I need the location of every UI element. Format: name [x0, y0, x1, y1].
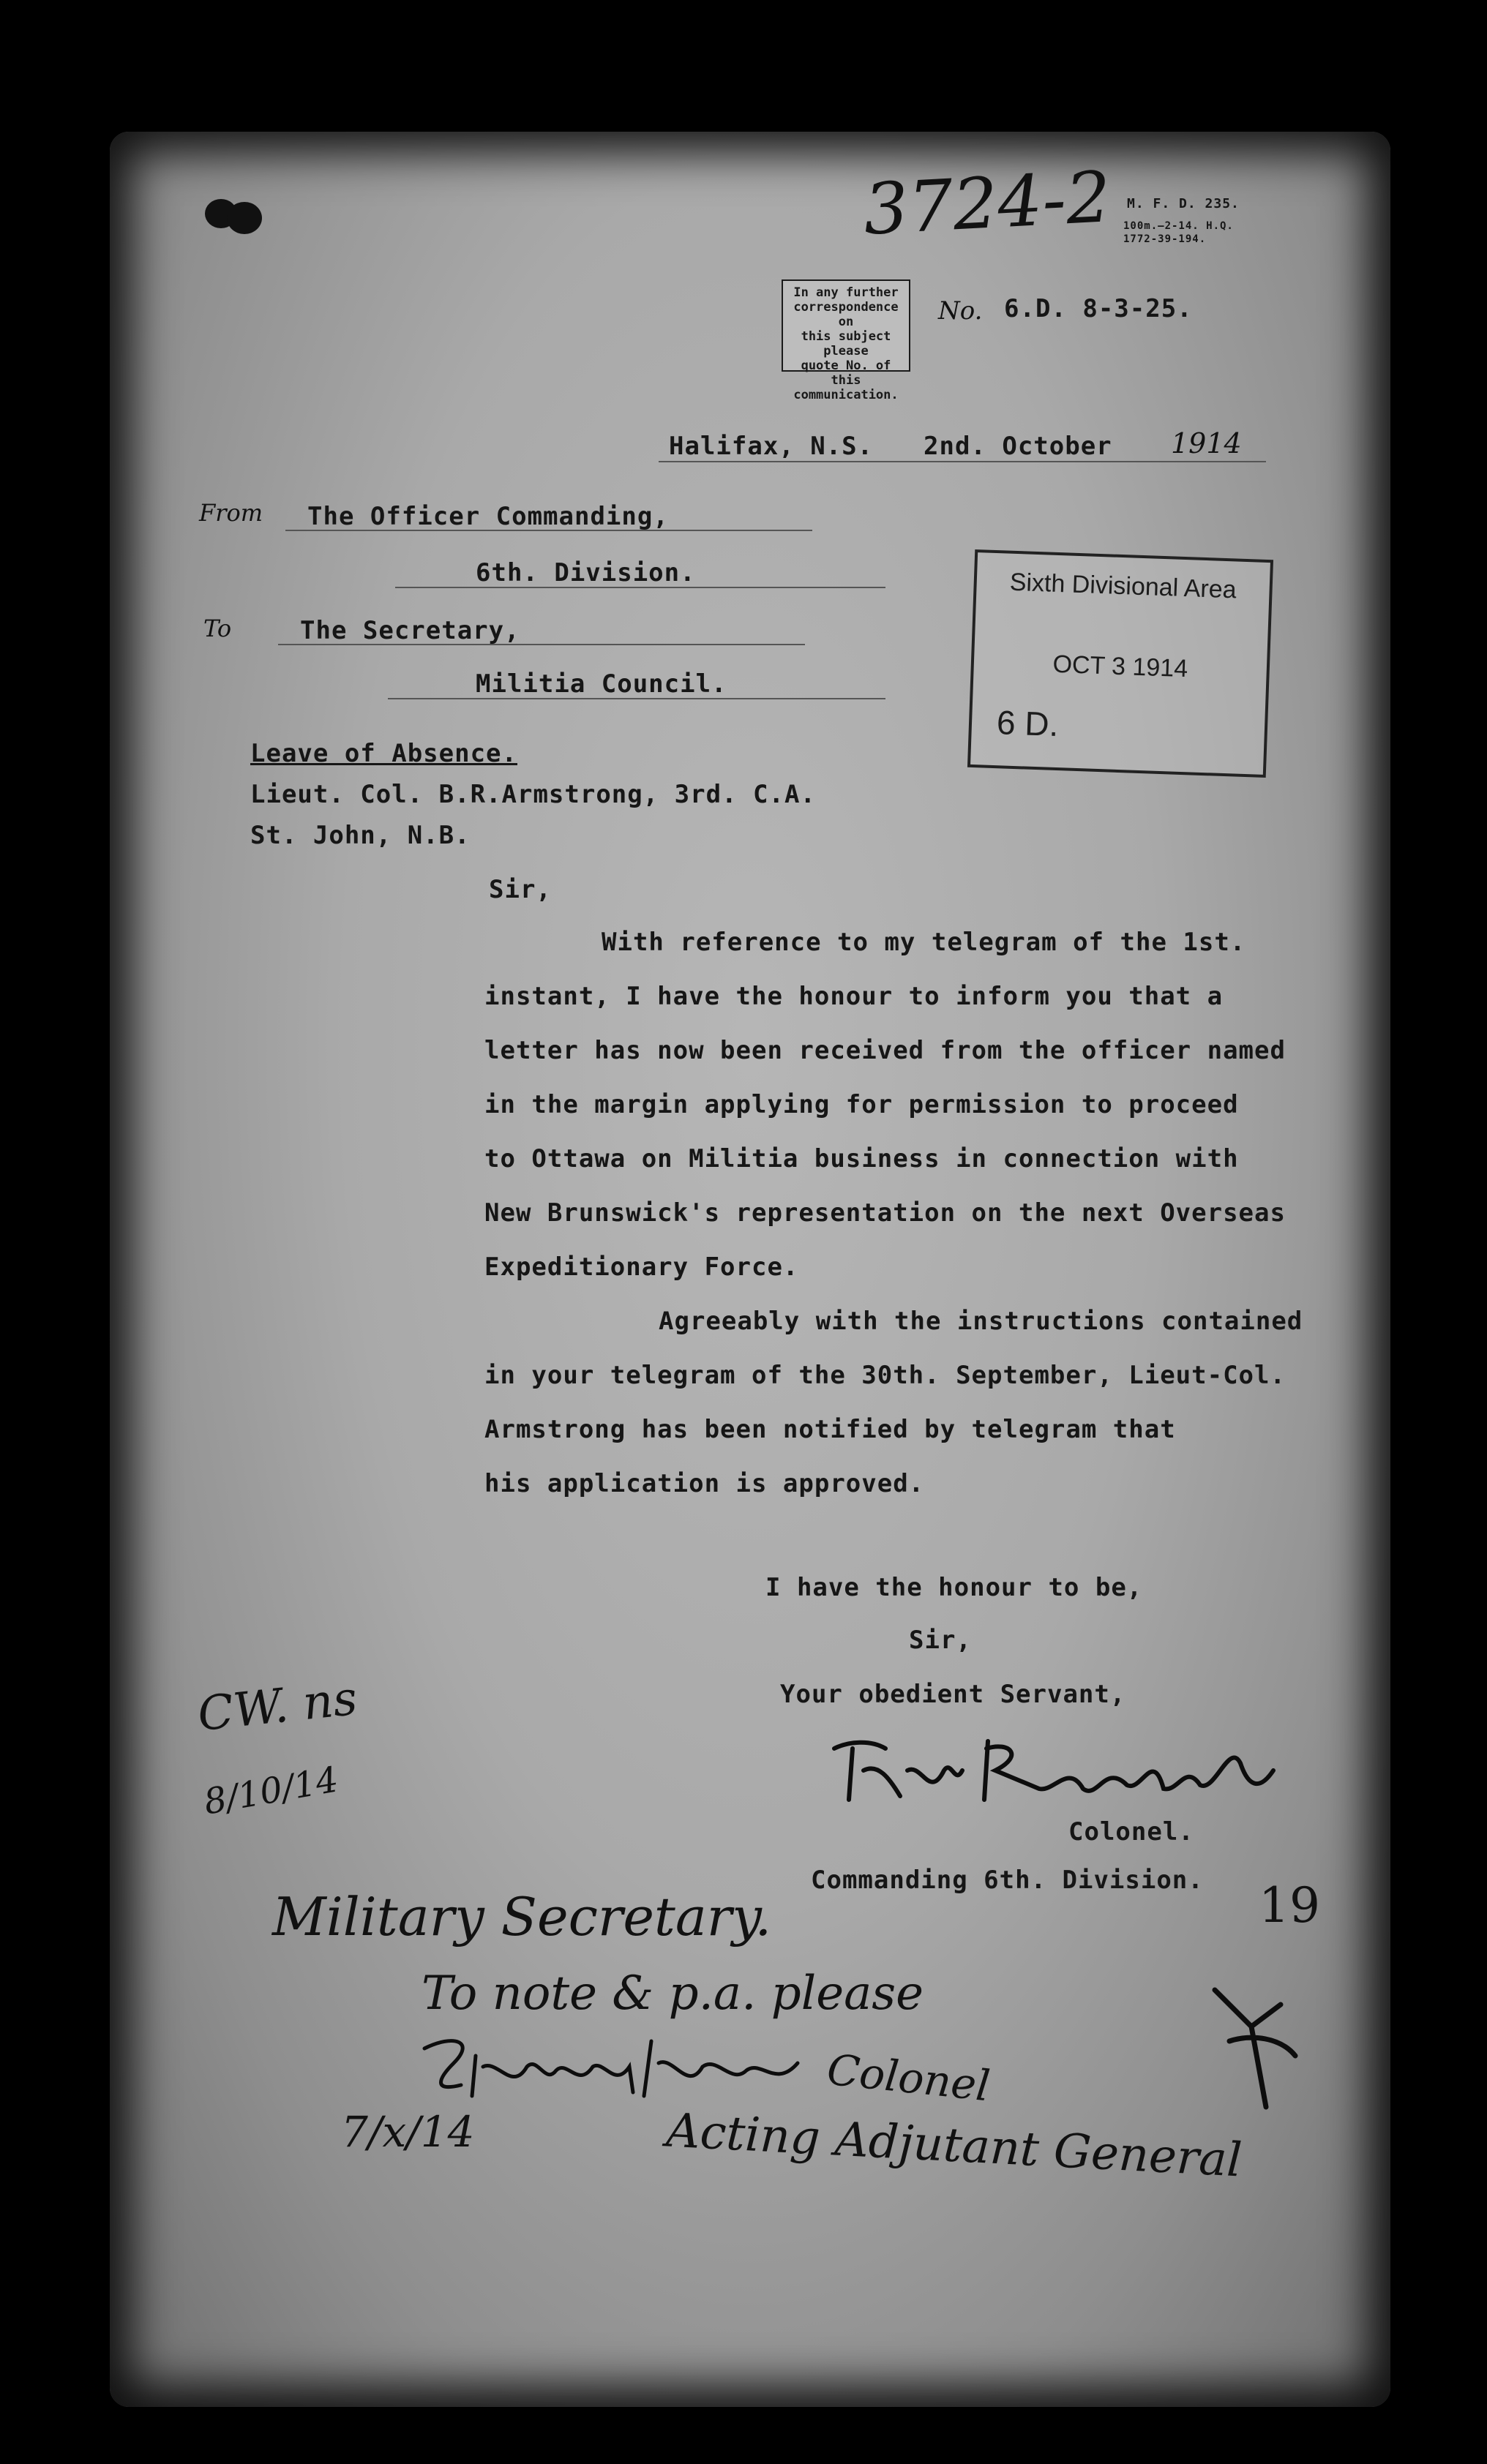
minute-addressee: Military Secretary.	[272, 1886, 772, 1947]
margin-date: 8/10/14	[201, 1759, 342, 1823]
body-line: With reference to my telegram of the 1st.	[602, 928, 1246, 957]
file-number: 3724-2	[861, 156, 1113, 251]
body-line: in your telegram of the 30th. September, Lieut-Col.	[484, 1361, 1286, 1390]
reference-notice-line: correspondence on	[793, 300, 899, 329]
body-line: Expeditionary Force.	[484, 1252, 799, 1282]
letter-year: 1914	[1171, 427, 1242, 459]
reference-notice-line: In any further	[793, 285, 899, 300]
minute-rank: Colonel	[825, 2044, 992, 2111]
reference-notice-line: quote No. of this	[801, 358, 891, 388]
subject-officer: Lieut. Col. B.R.Armstrong, 3rd. C.A.	[250, 780, 816, 809]
reference-notice-line: this subject please	[801, 329, 891, 358]
minute-signature	[410, 2027, 820, 2107]
body-line: New Brunswick's representation on the next Overseas	[484, 1198, 1286, 1228]
date-rule	[659, 461, 1266, 462]
closing-line1: I have the honour to be,	[765, 1573, 1143, 1602]
reference-no-label: No.	[938, 296, 983, 326]
signature	[820, 1719, 1288, 1814]
salutation: Sir,	[489, 875, 552, 904]
signer-title: Commanding 6th. Division.	[811, 1866, 1204, 1895]
closing-line2: Sir,	[909, 1626, 972, 1655]
to-line2: Militia Council.	[476, 669, 727, 699]
body-line: his application is approved.	[484, 1469, 925, 1498]
body-line: in the margin applying for permission to proceed	[484, 1090, 1239, 1119]
registry-mark	[1200, 1975, 1310, 2122]
to-label: To	[203, 615, 232, 642]
to-rule2	[388, 698, 885, 699]
letter-date: 2nd. October	[924, 432, 1112, 461]
stamp-code: 6 D.	[996, 703, 1060, 744]
from-line2: 6th. Division.	[476, 558, 696, 587]
to-rule1	[278, 644, 805, 645]
from-rule2	[395, 587, 885, 588]
signer-rank: Colonel.	[1068, 1817, 1194, 1847]
stamp-date: OCT 3 1914	[1052, 650, 1188, 683]
page-number: 19	[1259, 1877, 1320, 1934]
body-line: instant, I have the honour to inform you that a	[484, 982, 1224, 1011]
minute-title: Acting Adjutant General	[664, 2103, 1243, 2188]
body-line: Agreeably with the instructions contained	[659, 1307, 1303, 1336]
minute-date: 7/x/14	[341, 2107, 475, 2157]
to-line1: The Secretary,	[300, 616, 520, 645]
from-line1: The Officer Commanding,	[307, 502, 669, 531]
letter-place: Halifax, N.S.	[669, 432, 874, 461]
reference-notice-line: communication.	[793, 388, 899, 402]
from-label: From	[199, 499, 263, 527]
subject-location: St. John, N.B.	[250, 821, 471, 850]
body-line: letter has now been received from the officer named	[484, 1036, 1286, 1065]
from-rule1	[285, 530, 812, 531]
margin-initials: CW. ns	[195, 1671, 360, 1743]
reference-notice-box	[782, 279, 910, 402]
closing-line3: Your obedient Servant,	[780, 1680, 1126, 1709]
form-code-sub: 100m.—2-14. H.Q. 1772-39-194.	[1123, 220, 1234, 245]
minute-instruction: To note & p.a. please	[422, 1967, 924, 2021]
received-stamp	[967, 549, 1273, 778]
form-code: M. F. D. 235.	[1127, 196, 1240, 211]
body-line: Armstrong has been notified by telegram that	[484, 1415, 1176, 1444]
body-line: to Ottawa on Militia business in connection with	[484, 1144, 1239, 1173]
ink-blot	[199, 192, 272, 243]
reference-no: 6.D. 8-3-25.	[1004, 294, 1193, 323]
stamp-line1: Sixth Divisional Area	[1009, 568, 1237, 604]
subject-title: Leave of Absence.	[250, 739, 517, 768]
